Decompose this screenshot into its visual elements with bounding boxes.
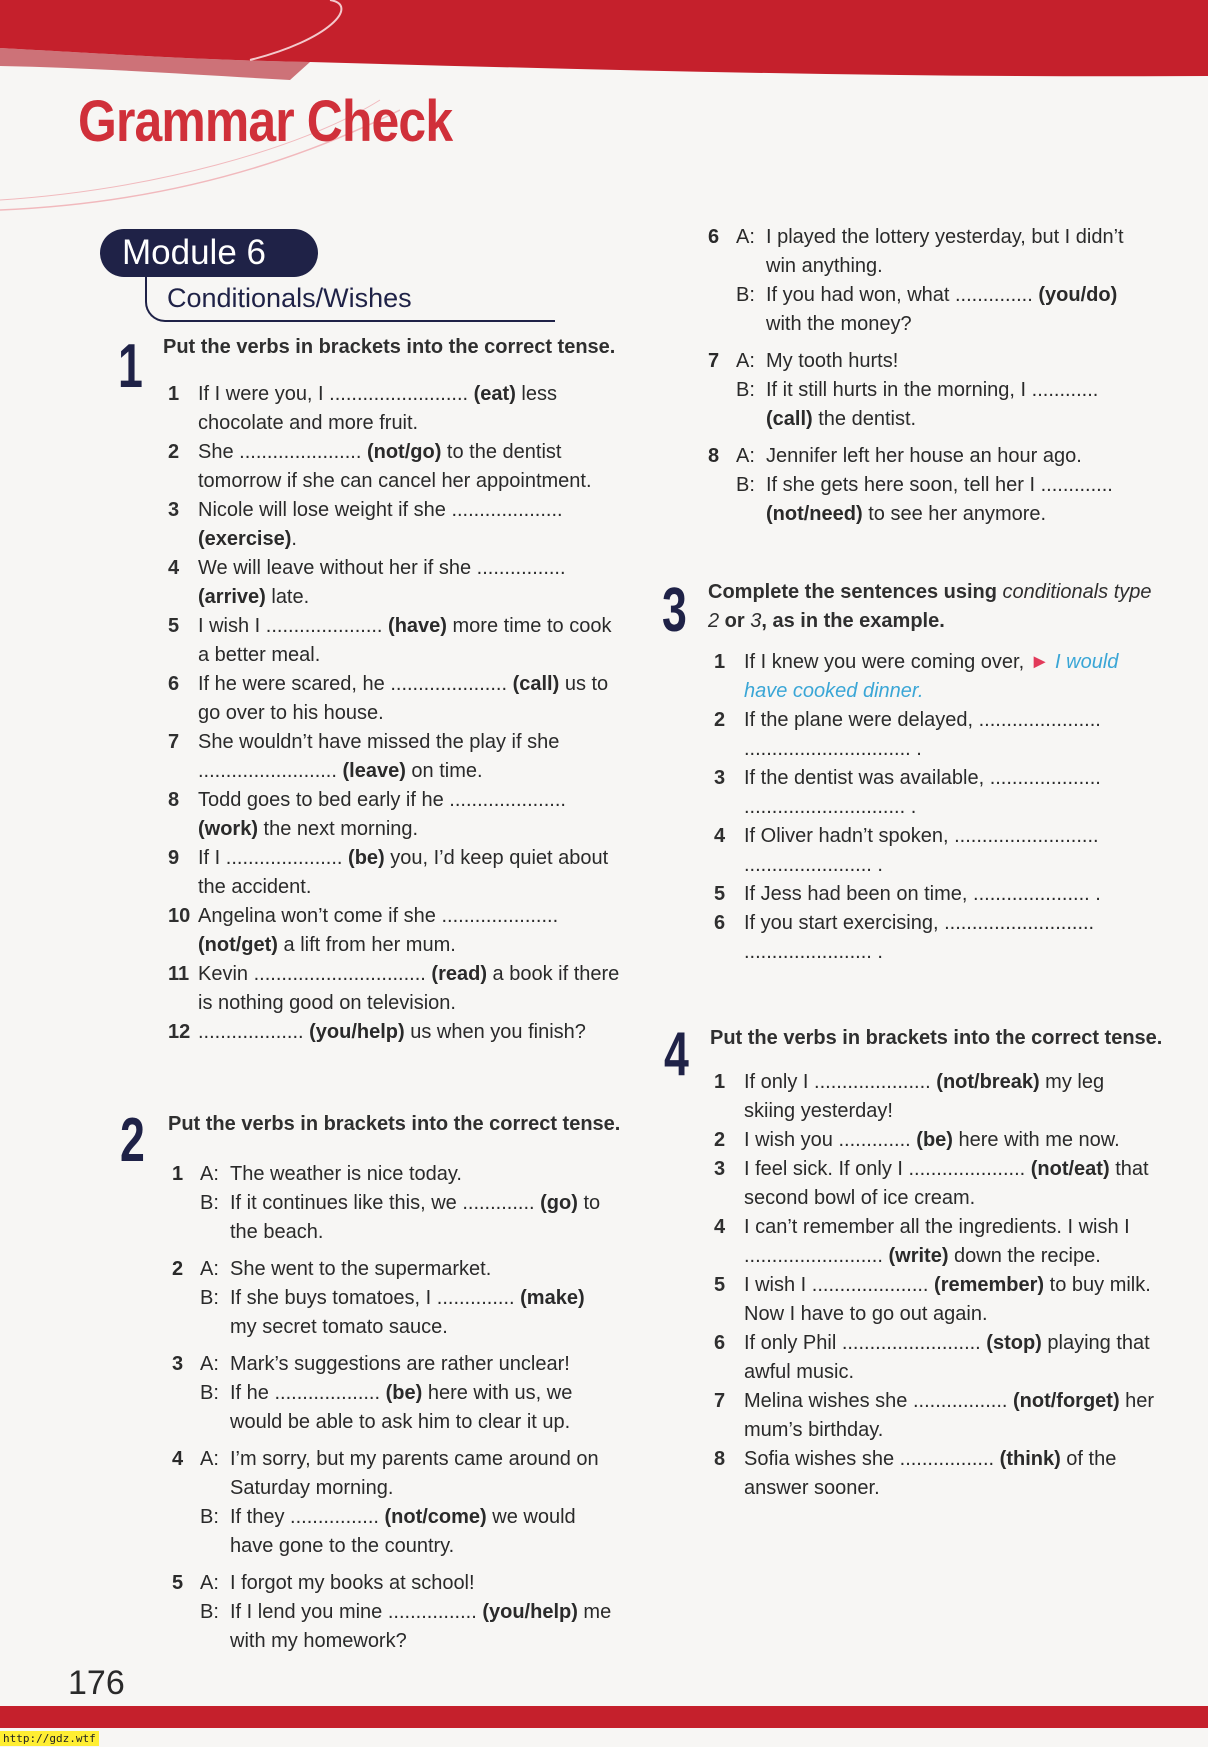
verb-hint: (call) (766, 408, 813, 430)
example-answer: I would have cooked dinner. (744, 651, 1119, 702)
line-text-end: me with my homework? (230, 1601, 612, 1652)
item-text-end: less chocolate and more fruit. (198, 383, 557, 434)
item-number: 1 (172, 1163, 184, 1185)
dialogue-line-a (736, 442, 1148, 471)
verb-hint: (be) (348, 847, 385, 869)
list-item (168, 554, 626, 612)
line-text-start: If she gets here soon, tell her I ............. (766, 474, 1113, 496)
exercise-number: 4 (664, 1020, 689, 1089)
item-number: 5 (714, 883, 726, 905)
item-text (198, 496, 626, 554)
item-number: 9 (168, 847, 180, 869)
exercise-number: 3 (662, 576, 687, 645)
module-topic: Conditionals/Wishes (145, 274, 555, 322)
list-item (714, 1387, 1158, 1445)
item-text-start: I wish I ..................... (198, 615, 389, 637)
verb-hint: (make) (520, 1287, 585, 1309)
item-number: 6 (714, 912, 726, 934)
item-number: 3 (714, 767, 726, 789)
list-item (714, 1329, 1158, 1387)
item-text-start: If I were you, I ......................... (198, 383, 474, 405)
list-item (168, 496, 626, 554)
speaker-label: A: (200, 1353, 219, 1375)
line-text (230, 1379, 612, 1437)
item-number: 4 (714, 825, 726, 847)
item-number: 5 (714, 1274, 726, 1296)
verb-hint: (think) (999, 1448, 1061, 1470)
item-text (198, 380, 626, 438)
item-text-start: Kevin ............................... (198, 963, 432, 985)
dialogue-line-b (200, 1189, 612, 1247)
dialogue (172, 1350, 612, 1437)
speaker-label: A: (200, 1448, 219, 1470)
item-text-start: Angelina won’t come if she ..................... (198, 905, 559, 927)
item-number: 2 (168, 441, 180, 463)
item-text-end: us to go over to his house. (198, 673, 609, 724)
verb-hint: (have) (388, 615, 447, 637)
item-text-end: playing that awful music. (744, 1332, 1150, 1383)
item-number: 5 (168, 615, 180, 637)
speaker-label: A: (736, 350, 755, 372)
line-text-start: If it continues like this, we ............. (230, 1192, 541, 1214)
speaker-label: B: (200, 1382, 219, 1404)
verb-hint: (exercise) (198, 528, 292, 550)
item-text (198, 438, 626, 496)
item-number: 11 (168, 963, 190, 985)
speaker-label: A: (736, 226, 755, 248)
list-item (168, 960, 626, 1018)
line-text-end: with the money? (766, 313, 912, 335)
page-number: 176 (68, 1664, 125, 1702)
exercise-instruction (708, 578, 1158, 636)
list-item (714, 909, 1154, 967)
item-text-start: If Oliver hadn’t spoken, .......................... ....................... . (744, 825, 1099, 876)
speaker-label: B: (736, 284, 755, 306)
dialogue (172, 1445, 612, 1561)
item-number: 4 (714, 1216, 726, 1238)
item-text-end: more time to cook a better meal. (198, 615, 612, 666)
line-text-end: we would have gone to the country. (230, 1506, 576, 1557)
item-number: 3 (172, 1353, 184, 1375)
item-number: 4 (168, 557, 180, 579)
instruction-text: or (719, 610, 751, 632)
dialogue (172, 1160, 612, 1247)
line-text (766, 471, 1148, 529)
line-text-end: here with us, we would be able to ask him to clear it up. (230, 1382, 573, 1433)
item-text-end: a lift from her mum. (277, 934, 456, 956)
speaker-label: A: (736, 445, 755, 467)
item-text-start: If the plane were delayed, ...................... .............................. . (744, 709, 1101, 760)
item-text-end: late. (265, 586, 310, 608)
item-number: 1 (168, 383, 180, 405)
item-text (198, 960, 626, 1018)
list-item (168, 1018, 626, 1047)
list-item (168, 902, 626, 960)
item-text-end: you, I’d keep quiet about the accident. (198, 847, 609, 898)
item-number: 3 (714, 1158, 726, 1180)
item-text (744, 1329, 1158, 1387)
list-item (714, 1213, 1158, 1271)
item-number: 5 (172, 1572, 184, 1594)
line-text: Mark’s suggestions are rather unclear! (230, 1353, 570, 1375)
item-text-start: If I knew you were coming over, (744, 651, 1030, 673)
instruction-text: , as in the example. (761, 610, 945, 632)
verb-hint: (eat) (473, 383, 516, 405)
item-text (744, 1155, 1158, 1213)
line-text-end: to see her anymore. (862, 503, 1047, 525)
item-number: 8 (168, 789, 180, 811)
verb-hint: (stop) (986, 1332, 1042, 1354)
line-text: I’m sorry, but my parents came around on Saturday morning. (230, 1448, 599, 1499)
list-item (714, 1445, 1158, 1503)
item-text-start: We will leave without her if she ................ (198, 557, 566, 579)
item-text-end: . (291, 528, 297, 550)
line-text: I forgot my books at school! (230, 1572, 475, 1594)
item-number: 3 (168, 499, 180, 521)
item-number: 1 (714, 651, 726, 673)
verb-hint: (read) (431, 963, 487, 985)
item-number: 2 (714, 1129, 726, 1151)
speaker-label: A: (200, 1258, 219, 1280)
page-title: Grammar Check (78, 89, 453, 154)
list-item (714, 880, 1154, 909)
item-text-start: Melina wishes she ................. (744, 1390, 1013, 1412)
list-item (168, 728, 626, 786)
item-text-start: She wouldn’t have missed the play if she ......................... (198, 731, 560, 782)
exercise-items (714, 648, 1154, 967)
item-text-start: If the dentist was available, .................... ............................. . (744, 767, 1101, 818)
speaker-label: B: (200, 1506, 219, 1528)
item-text-start: ................... (198, 1021, 310, 1043)
item-text (198, 612, 626, 670)
dialogue (172, 1569, 612, 1656)
list-item (168, 612, 626, 670)
item-text-start: I can’t remember all the ingredients. I wish I ......................... (744, 1216, 1130, 1267)
item-text-start: She ...................... (198, 441, 367, 463)
item-text (744, 1387, 1158, 1445)
item-text (744, 880, 1154, 909)
item-text-end: her mum’s birthday. (744, 1390, 1155, 1441)
exercise-items (168, 380, 626, 1047)
dialogue (708, 347, 1148, 434)
verb-hint: (not/eat) (1030, 1158, 1110, 1180)
item-text-start: If you start exercising, ........................... ....................... . (744, 912, 1095, 963)
item-text-start: I wish I ..................... (744, 1274, 935, 1296)
dialogue-line-a (736, 347, 1148, 376)
dialogue-line-b (736, 471, 1148, 529)
line-text (766, 376, 1148, 434)
item-text-start: I feel sick. If only I ..................... (744, 1158, 1031, 1180)
speaker-label: B: (200, 1287, 219, 1309)
item-text (198, 786, 626, 844)
item-text-end: the next morning. (258, 818, 419, 840)
instruction-italic: 3 (750, 610, 762, 632)
exercise-4 (664, 1020, 1164, 1524)
exercise-2-continued (708, 223, 1148, 537)
item-text-end: a book if there is nothing good on television. (198, 963, 620, 1014)
item-text-start: Nicole will lose weight if she .................... (198, 499, 563, 521)
dialogue-line-b (200, 1379, 612, 1437)
item-text (744, 1068, 1158, 1126)
dialogue-line-a (200, 1569, 612, 1598)
line-text: My tooth hurts! (766, 350, 899, 372)
verb-hint: (leave) (342, 760, 406, 782)
item-text-end: to the dentist tomorrow if she can cancel her appointment. (198, 441, 592, 492)
list-item (168, 670, 626, 728)
line-text-end: to the beach. (230, 1192, 601, 1243)
item-number: 4 (172, 1448, 184, 1470)
line-text-start: If he ................... (230, 1382, 386, 1404)
dialogue-line-b (200, 1503, 612, 1561)
instruction-text: Complete the sentences using (708, 581, 1003, 603)
item-text (744, 1213, 1158, 1271)
item-text (198, 670, 626, 728)
item-text-end: down the recipe. (948, 1245, 1101, 1267)
list-item (714, 1068, 1158, 1126)
line-text (230, 1598, 612, 1656)
item-text-end: on time. (405, 760, 483, 782)
dialogue (172, 1255, 612, 1342)
line-text (766, 281, 1148, 339)
line-text-start: If she buys tomatoes, I .............. (230, 1287, 521, 1309)
exercise-number: 2 (120, 1106, 145, 1175)
verb-hint: (remember) (934, 1274, 1045, 1296)
watermark: http://gdz.wtf (0, 1731, 99, 1746)
exercise-items (172, 1160, 612, 1664)
verb-hint: (you/help) (482, 1601, 578, 1623)
exercise-instruction: Put the verbs in brackets into the correct tense. (168, 1113, 621, 1135)
dialogue (708, 223, 1148, 339)
line-text-start: If they ................ (230, 1506, 385, 1528)
item-number: 6 (168, 673, 180, 695)
list-item (714, 706, 1154, 764)
item-text (744, 1445, 1158, 1503)
item-number: 7 (708, 350, 720, 372)
verb-hint: (write) (888, 1245, 949, 1267)
verb-hint: (call) (512, 673, 560, 695)
list-item (714, 1155, 1158, 1213)
list-item (168, 438, 626, 496)
dialogue-line-a (200, 1350, 612, 1379)
verb-hint: (be) (916, 1129, 953, 1151)
arrow-icon: ► (1029, 651, 1050, 673)
verb-hint: (not/go) (366, 441, 442, 463)
item-number: 12 (168, 1021, 191, 1043)
exercise-instruction: Put the verbs in brackets into the correct tense. (163, 336, 616, 358)
dialogue-line-a (736, 223, 1148, 281)
item-text (198, 728, 626, 786)
line-text (230, 1189, 612, 1247)
dialogue-line-b (200, 1598, 612, 1656)
item-text (198, 554, 626, 612)
line-text (230, 1503, 612, 1561)
item-text (744, 764, 1154, 822)
item-text (744, 1126, 1158, 1155)
item-text-start: If he were scared, he ..................... (198, 673, 513, 695)
dialogue-line-a (200, 1160, 612, 1189)
exercise-3 (662, 576, 1162, 980)
item-text (744, 648, 1154, 706)
item-text (744, 822, 1154, 880)
item-text-start: I wish you ............. (744, 1129, 917, 1151)
module-badge: Module 6 (100, 229, 318, 277)
speaker-label: B: (200, 1601, 219, 1623)
dialogue-line-b (200, 1284, 612, 1342)
line-text: I played the lottery yesterday, but I didn’t win anything. (766, 226, 1124, 277)
verb-hint: (arrive) (198, 586, 266, 608)
line-text-start: If I lend you mine ................ (230, 1601, 483, 1623)
item-text-end: of the answer sooner. (744, 1448, 1117, 1499)
verb-hint: (not/need) (766, 503, 863, 525)
line-text-start: If you had won, what .............. (766, 284, 1039, 306)
item-number: 6 (708, 226, 720, 248)
line-text: She went to the supermarket. (230, 1258, 492, 1280)
item-text-end: that second bowl of ice cream. (744, 1158, 1149, 1209)
instruction-italic: conditionals type 2 (708, 581, 1152, 632)
line-text: The weather is nice today. (230, 1163, 462, 1185)
list-item (168, 786, 626, 844)
list-item (714, 648, 1154, 706)
item-number: 7 (714, 1390, 726, 1412)
list-item (714, 1126, 1158, 1155)
item-text-start: Sofia wishes she ................. (744, 1448, 1000, 1470)
list-item (168, 380, 626, 438)
list-item (714, 822, 1154, 880)
item-text (198, 902, 626, 960)
item-number: 2 (172, 1258, 184, 1280)
speaker-label: B: (736, 379, 755, 401)
item-number: 1 (714, 1071, 726, 1093)
dialogue-line-b (736, 376, 1148, 434)
speaker-label: A: (200, 1572, 219, 1594)
dialogue-line-b (736, 281, 1148, 339)
item-number: 7 (168, 731, 180, 753)
list-item (168, 844, 626, 902)
item-text (744, 706, 1154, 764)
speaker-label: B: (200, 1192, 219, 1214)
item-text-start: If Jess had been on time, ..................... . (744, 883, 1101, 905)
item-number: 8 (714, 1448, 726, 1470)
verb-hint: (not/forget) (1012, 1390, 1120, 1412)
footer-bar (0, 1706, 1208, 1728)
list-item (714, 1271, 1158, 1329)
line-text: Jennifer left her house an hour ago. (766, 445, 1082, 467)
item-number: 10 (168, 905, 191, 927)
item-text (744, 909, 1154, 967)
line-text (230, 1284, 612, 1342)
dialogue-line-a (200, 1255, 612, 1284)
exercise-1 (118, 332, 620, 1056)
line-text-end: the dentist. (812, 408, 917, 430)
item-text-start: If only Phil ......................... (744, 1332, 987, 1354)
verb-hint: (go) (540, 1192, 578, 1214)
item-number: 6 (714, 1332, 726, 1354)
list-item (714, 764, 1154, 822)
item-text-end: here with me now. (952, 1129, 1120, 1151)
exercise-items (714, 1068, 1158, 1503)
dialogue (708, 442, 1148, 529)
verb-hint: (work) (198, 818, 258, 840)
item-text-start: If only I ..................... (744, 1071, 937, 1093)
exercise-number: 1 (118, 332, 143, 401)
verb-hint: (not/break) (936, 1071, 1040, 1093)
item-text (198, 844, 626, 902)
item-number: 8 (708, 445, 720, 467)
verb-hint: (not/get) (198, 934, 278, 956)
verb-hint: (you/do) (1038, 284, 1118, 306)
dialogue-line-a (200, 1445, 612, 1503)
item-text-start: Todd goes to bed early if he ..................... (198, 789, 566, 811)
item-text-end: us when you finish? (404, 1021, 586, 1043)
verb-hint: (be) (385, 1382, 423, 1404)
line-text-end: my secret tomato sauce. (230, 1316, 448, 1338)
verb-hint: (not/come) (384, 1506, 487, 1528)
item-text (198, 1018, 626, 1047)
speaker-label: B: (736, 474, 755, 496)
item-text (744, 1271, 1158, 1329)
exercise-instruction: Put the verbs in brackets into the correct tense. (710, 1027, 1163, 1049)
exercise-2 (120, 1106, 621, 1670)
verb-hint: (you/help) (309, 1021, 405, 1043)
line-text-start: If it still hurts in the morning, I ............ (766, 379, 1099, 401)
item-number: 2 (714, 709, 726, 731)
speaker-label: A: (200, 1163, 219, 1185)
item-text-start: If I ..................... (198, 847, 349, 869)
item-text-end: my leg skiing yesterday! (744, 1071, 1105, 1122)
item-text-end: to buy milk. Now I have to go out again. (744, 1274, 1151, 1325)
